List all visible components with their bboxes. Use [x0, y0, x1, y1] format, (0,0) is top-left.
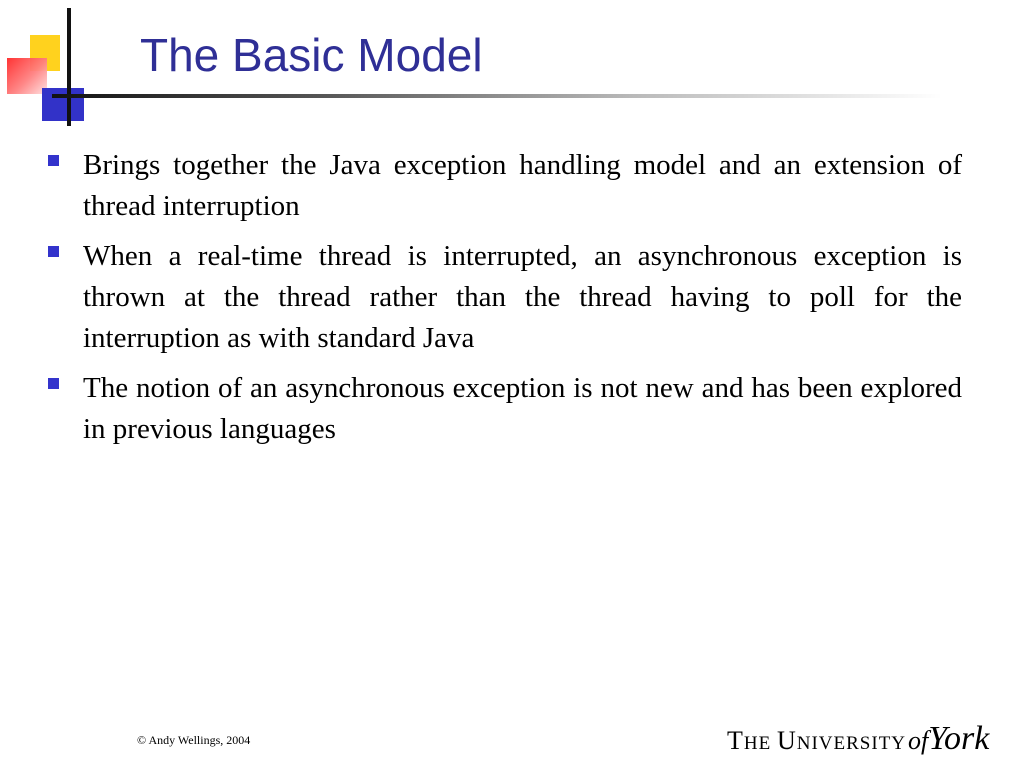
bullet-item — [45, 368, 962, 450]
bullet-text: The notion of an asynchronous exception is not new and has been explored in previous languages — [83, 372, 962, 445]
title-underline — [52, 94, 942, 98]
bullet-text: Brings together the Java exception handling model and an extension of thread interruption — [83, 149, 962, 222]
bullet-item — [45, 145, 962, 227]
university-of-york-logo: THE UNIVERSITYofYork — [727, 720, 990, 757]
bullet-square-icon — [48, 378, 59, 389]
decorative-blue-square — [42, 88, 84, 121]
footer-copyright: © Andy Wellings, 2004 — [137, 733, 251, 747]
bullet-square-icon — [48, 155, 59, 166]
bullet-text: When a real-time thread is interrupted, an asynchronous exception is thrown at the thread rather than the thread having to poll for the interruption as with standard Java — [83, 240, 962, 354]
decorative-vertical-line — [67, 8, 71, 126]
bullet-square-icon — [48, 246, 59, 257]
slide-title: The Basic Model — [140, 29, 483, 81]
bullet-item — [45, 236, 962, 359]
decorative-red-square — [7, 58, 47, 94]
bullet-list — [45, 145, 962, 459]
